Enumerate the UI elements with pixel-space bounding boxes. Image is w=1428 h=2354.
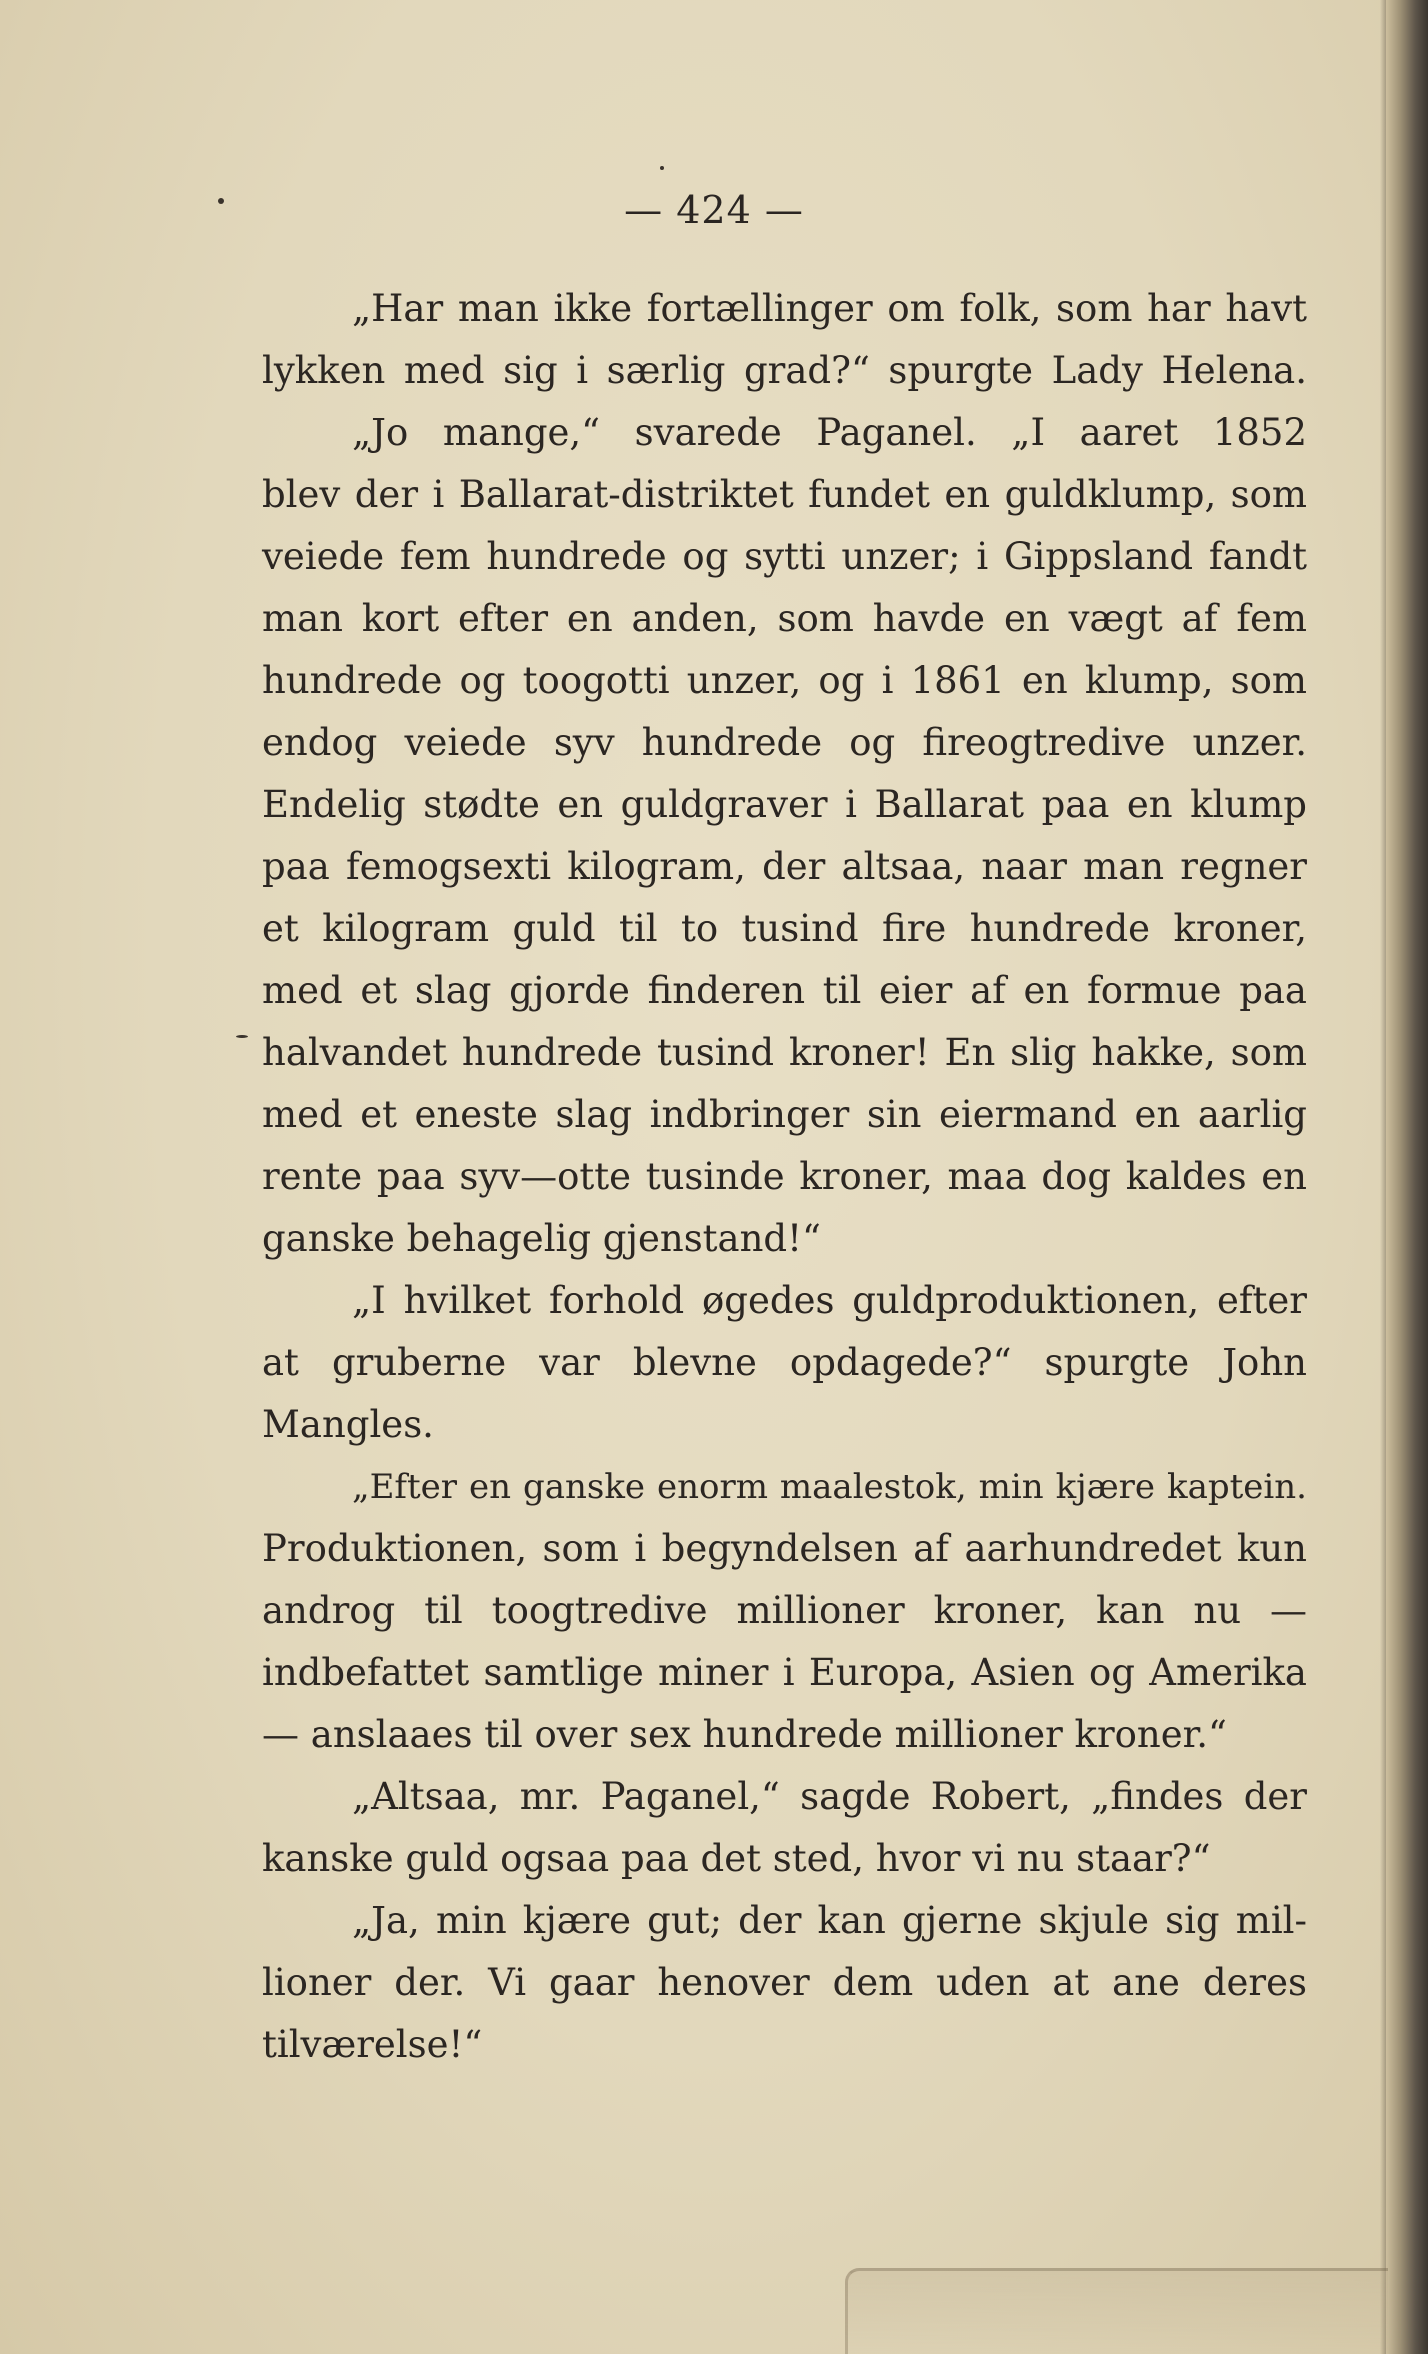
text-line: med et slag gjorde finderen til eier af en formue paa	[262, 969, 1307, 1012]
paper-speck	[236, 1035, 248, 1038]
text-line: rente paa syv—otte tusinde kroner, maa dog kaldes en	[262, 1155, 1307, 1198]
text-line: tilværelse!“	[262, 2023, 483, 2066]
text-line: man kort efter en anden, som havde en vægt af fem	[262, 597, 1307, 640]
body-text	[262, 278, 1307, 2076]
page-edge-shadow	[1380, 0, 1386, 2354]
text-line: lykken med sig i særlig grad?“ spurgte Lady Helena.	[262, 349, 1307, 392]
text-line: Mangles.	[262, 1403, 434, 1446]
text-line: et kilogram guld til to tusind fire hundrede kroner,	[262, 907, 1307, 950]
text-line: halvandet hundrede tusind kroner! En slig hakke, som	[262, 1031, 1307, 1074]
text-line: „Efter en ganske enorm maalestok, min kjære kaptein.	[352, 1467, 1307, 1507]
text-line: at gruberne var blevne opdagede?“ spurgte John	[262, 1341, 1307, 1384]
text-line: „Altsaa, mr. Paganel,“ sagde Robert, „findes der	[352, 1775, 1307, 1818]
text-line: „I hvilket forhold øgedes guldproduktionen, efter	[352, 1279, 1307, 1322]
text-line: endog veiede syv hundrede og fireogtredive unzer.	[262, 721, 1307, 764]
text-line: veiede fem hundrede og sytti unzer; i Gippsland fandt	[262, 535, 1307, 578]
text-line: blev der i Ballarat-distriktet fundet en guldklump, som	[262, 473, 1307, 516]
page-number: — 424 —	[624, 188, 804, 232]
page-binding-edge	[1386, 0, 1428, 2354]
text-line: — anslaaes til over sex hundrede millioner kroner.“	[262, 1713, 1227, 1756]
paper-stain	[845, 2268, 1388, 2354]
text-line: kanske guld ogsaa paa det sted, hvor vi nu staar?“	[262, 1837, 1211, 1880]
text-line: ganske behagelig gjenstand!“	[262, 1217, 821, 1260]
text-line: Endelig stødte en guldgraver i Ballarat paa en klump	[262, 783, 1307, 826]
paper-speck	[660, 166, 664, 170]
text-line: paa femogsexti kilogram, der altsaa, naar man regner	[262, 845, 1307, 888]
text-line: „Ja, min kjære gut; der kan gjerne skjule sig mil-	[352, 1899, 1307, 1942]
text-line: hundrede og toogotti unzer, og i 1861 en klump, som	[262, 659, 1307, 702]
text-line: „Jo mange,“ svarede Paganel. „I aaret 1852	[352, 411, 1307, 454]
text-line: „Har man ikke fortællinger om folk, som har havt	[352, 287, 1307, 330]
text-line: indbefattet samtlige miner i Europa, Asien og Amerika	[262, 1651, 1307, 1694]
text-line: med et eneste slag indbringer sin eiermand en aarlig	[262, 1093, 1307, 1136]
text-line: lioner der. Vi gaar henover dem uden at ane deres	[262, 1961, 1307, 2004]
text-line: Produktionen, som i begyndelsen af aarhundredet kun	[262, 1527, 1307, 1570]
text-line: androg til toogtredive millioner kroner, kan nu —	[262, 1589, 1307, 1632]
